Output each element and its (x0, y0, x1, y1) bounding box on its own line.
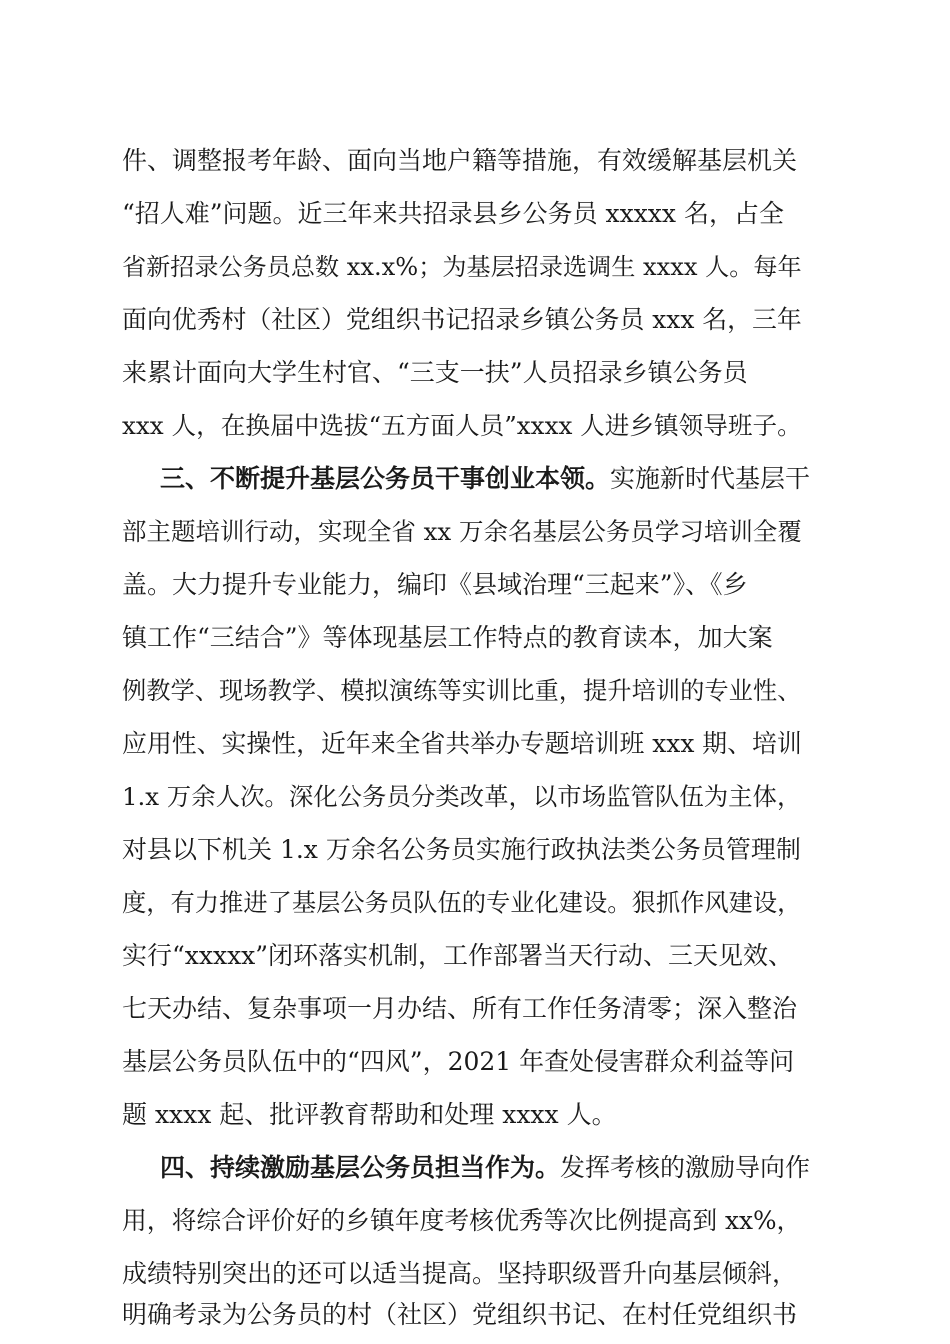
text-line: 镇工作“三结合”》等体现基层工作特点的教育读本，加大案 (122, 623, 773, 652)
text-line: 面向优秀村（社区）党组织书记招录乡镇公务员 xxx 名，三年 (122, 305, 802, 334)
section-3-first-line (160, 464, 820, 494)
text-line: 七天办结、复杂事项一月办结、所有工作任务清零；深入整治 (122, 994, 798, 1023)
text-line: 盖。大力提升专业能力，编印《县域治理“三起来”》、《乡 (122, 570, 748, 599)
text-line: 用，将综合评价好的乡镇年度考核优秀等次比例提高到 xx%， (122, 1206, 802, 1235)
text-line: 部主题培训行动，实现全省 xx 万余名基层公务员学习培训全覆 (122, 517, 802, 546)
text-line: “招人难”问题。近三年来共招录县乡公务员 xxxxx 名，占全 (122, 199, 784, 228)
text-line: 对县以下机关 1.x 万余名公务员实施行政执法类公务员管理制 (122, 835, 801, 864)
text-run: 实施新时代基层干 (610, 464, 811, 493)
text-run: 发挥考核的激励导向作 (560, 1153, 811, 1182)
text-line: 省新招录公务员总数 xx.x%；为基层招录选调生 xxxx 人。每年 (122, 253, 802, 281)
text-line: 明确考录为公务员的村（社区）党组织书记、在村任党组织书 (122, 1300, 798, 1329)
text-line: 度，有力推进了基层公务员队伍的专业化建设。狠抓作风建设， (122, 888, 802, 917)
text-line: 例教学、现场教学、模拟演练等实训比重，提升培训的专业性、 (122, 676, 802, 705)
text-line: 基层公务员队伍中的“四风”，2021 年查处侵害群众利益等问 (122, 1047, 795, 1076)
section-heading: 三、不断提升基层公务员干事创业本领。 (160, 464, 611, 493)
text-line: 成绩特别突出的还可以适当提高。坚持职级晋升向基层倾斜， (122, 1259, 798, 1288)
text-line: xxx 人，在换届中选拔“五方面人员”xxxx 人进乡镇领导班子。 (122, 411, 802, 440)
text-line: 件、调整报考年龄、面向当地户籍等措施，有效缓解基层机关 (122, 146, 798, 175)
section-heading: 四、持续激励基层公务员担当作为。 (160, 1153, 561, 1182)
section-4-first-line (160, 1153, 820, 1183)
text-line: 应用性、实操性，近年来全省共举办专题培训班 xxx 期、培训 (122, 729, 802, 758)
text-line: 来累计面向大学生村官、“三支一扶”人员招录乡镇公务员 (122, 358, 748, 387)
text-line: 题 xxxx 起、批评教育帮助和处理 xxxx 人。 (122, 1100, 617, 1129)
text-line: 1.x 万余人次。深化公务员分类改革，以市场监管队伍为主体， (122, 782, 802, 811)
text-line: 实行“xxxxx”闭环落实机制，工作部署当天行动、三天见效、 (122, 941, 794, 970)
